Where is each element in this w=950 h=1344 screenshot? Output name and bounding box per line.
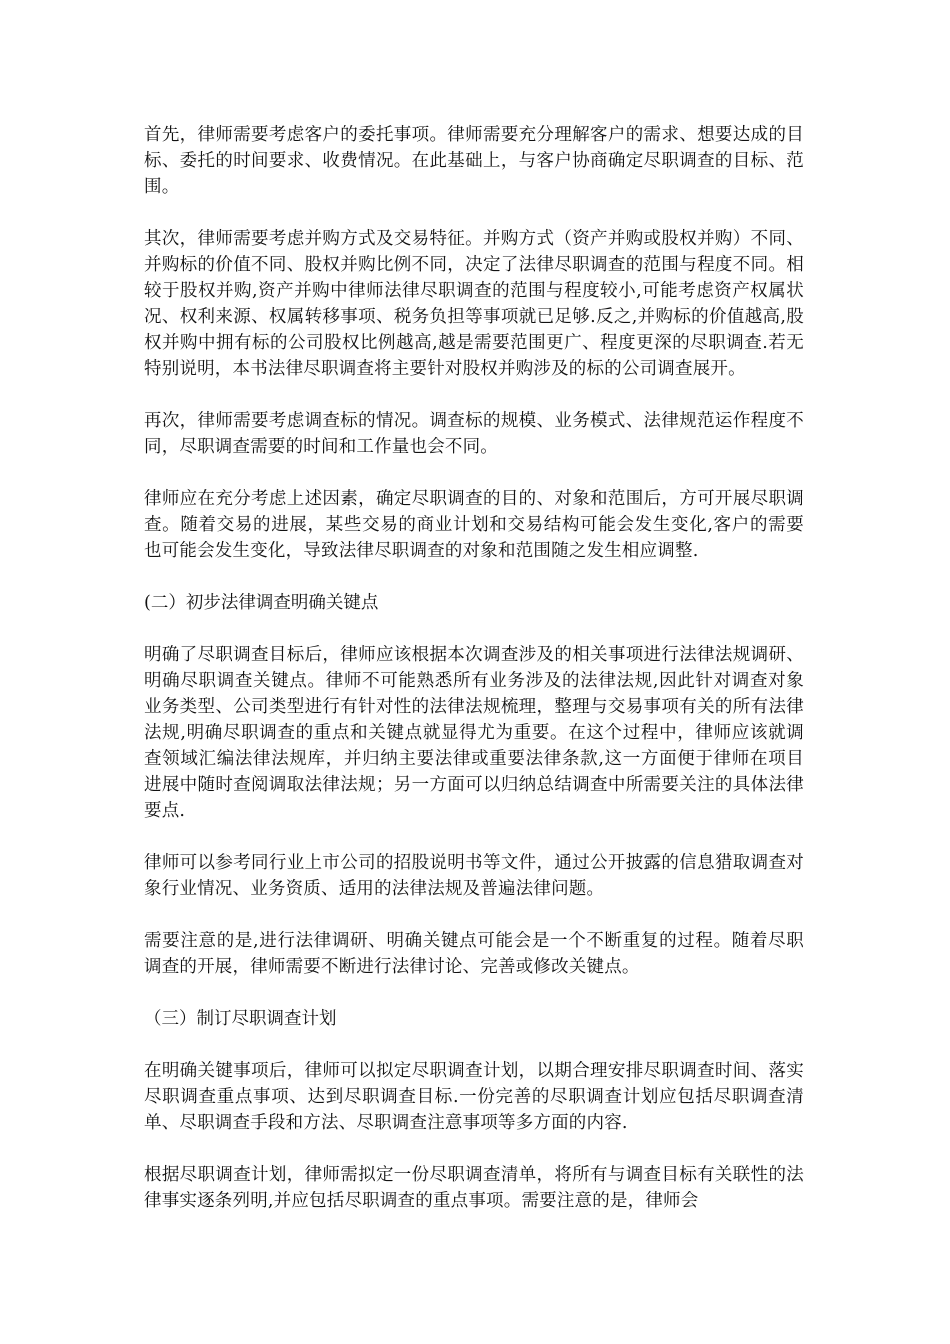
paragraph-target-situation: 再次，律师需要考虑调查标的情况。调查标的规模、业务模式、法律规范运作程度不同，尽职调查需要的时间和工作量也会不同。: [144, 411, 804, 457]
paragraph-repeated-process: 需要注意的是,进行法律调研、明确关键点可能会是一个不断重复的过程。随着尽职调查的开展，律师需要不断进行法律讨论、完善或修改关键点。: [144, 931, 804, 977]
paragraph-investigation-plan: 在明确关键事项后，律师可以拟定尽职调查计划，以期合理安排尽职调查时间、落实尽职调查重点事项、达到尽职调查目标.一份完善的尽职调查计划应包括尽职调查清单、尽职调查手段和方法、尽职调查注意事项等多方面的内容.: [144, 1061, 804, 1133]
paragraph-investigation-checklist: 根据尽职调查计划，律师需拟定一份尽职调查清单，将所有与调查目标有关联性的法律事实逐条列明,并应包括尽职调查的重点事项。需要注意的是，律师会: [144, 1165, 804, 1211]
section-heading-2: (二）初步法律调查明确关键点: [144, 593, 379, 613]
section-heading-3: （三）制订尽职调查计划: [144, 1009, 337, 1029]
paragraph-merger-method: 其次，律师需要考虑并购方式及交易特征。并购方式（资产并购或股权并购）不同、并购标的价值不同、股权并购比例不同，决定了法律尽职调查的范围与程度不同。相较于股权并购,资产并购中律师法律尽职调查的范围与程度较小,可能考虑资产权属状况、权利来源、权属转移事项、税务负担等事项就已足够.反之,并购标的价值越高,股权并购中拥有标的公司股权比例越高,越是需要范围更广、程度更深的尽职调查.若无特别说明，本书法律尽职调查将主要针对股权并购涉及的标的公司调查展开。: [144, 229, 804, 379]
paragraph-scope-adjustment: 律师应在充分考虑上述因素，确定尽职调查的目的、对象和范围后，方可开展尽职调查。随着交易的进展，某些交易的商业计划和交易结构可能会发生变化,客户的需要也可能会发生变化，导致法律尽职调查的对象和范围随之发生相应调整.: [144, 489, 804, 561]
document-body: [144, 122, 804, 1240]
paragraph-key-points: 明确了尽职调查目标后，律师应该根据本次调查涉及的相关事项进行法律法规调研、明确尽职调查关键点。律师不可能熟悉所有业务涉及的法律法规,因此针对调查对象业务类型、公司类型进行有针对性的法律法规梳理，整理与交易事项有关的所有法律法规,明确尽职调查的重点和关键点就显得尤为重要。在这个过程中，律师应该就调查领域汇编法律法规库，并归纳主要法律或重要法律条款,这一方面便于律师在项目进展中随时查阅调取法律法规；另一方面可以归纳总结调查中所需要关注的具体法律要点.: [144, 645, 804, 821]
paragraph-client-entrustment: 首先，律师需要考虑客户的委托事项。律师需要充分理解客户的需求、想要达成的目标、委托的时间要求、收费情况。在此基础上，与客户协商确定尽职调查的目标、范围。: [144, 125, 804, 197]
paragraph-reference-prospectus: 律师可以参考同行业上市公司的招股说明书等文件，通过公开披露的信息猎取调查对象行业情况、业务资质、适用的法律法规及普遍法律问题。: [144, 853, 804, 899]
